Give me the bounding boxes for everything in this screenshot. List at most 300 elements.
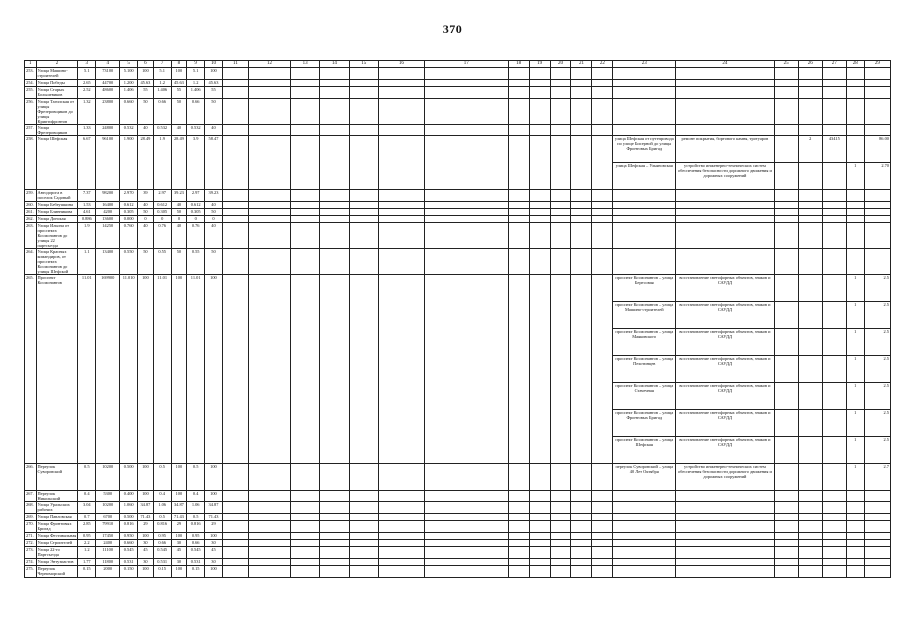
empty-cell xyxy=(249,540,291,547)
value-cell-c9: 0.4 xyxy=(187,491,205,502)
value-cell-c10: 45 xyxy=(205,547,223,559)
empty-cell xyxy=(550,216,571,223)
value-cell-c3: 3.04 xyxy=(78,502,96,514)
empty-cell xyxy=(508,202,529,209)
value-cell-c8: 45.63 xyxy=(171,80,187,87)
value-cell-c3: 1.9 xyxy=(78,223,96,249)
empty-cell xyxy=(320,249,349,275)
value-cell-c10: 100 xyxy=(205,491,223,502)
row-number: 262. xyxy=(25,216,37,223)
empty-cell xyxy=(529,80,550,87)
table-row xyxy=(25,502,891,514)
empty-cell xyxy=(378,547,424,559)
empty-cell xyxy=(222,540,248,547)
work-cell-c26 xyxy=(798,356,822,383)
empty-cell xyxy=(822,491,846,502)
empty-cell xyxy=(774,249,798,275)
value-cell-c4: 11100 xyxy=(96,547,120,559)
empty-cell xyxy=(320,521,349,533)
work-cell-c23: улица Шефская от путепровода по улице Бисерной до улицы Фронтовых Бригад xyxy=(613,136,676,163)
value-cell-c4: 96100 xyxy=(96,136,120,190)
value-cell-c8: 40 xyxy=(171,202,187,209)
empty-cell xyxy=(508,136,529,190)
empty-cell xyxy=(249,216,291,223)
empty-cell xyxy=(424,136,508,190)
empty-cell xyxy=(571,249,592,275)
empty-cell xyxy=(571,540,592,547)
empty-cell xyxy=(798,491,822,502)
empty-cell xyxy=(424,547,508,559)
empty-cell xyxy=(613,559,676,566)
value-cell-c5: 0.000 xyxy=(120,216,138,223)
empty-cell xyxy=(592,87,613,99)
work-cell-c25 xyxy=(774,302,798,329)
table-row xyxy=(25,491,891,502)
empty-cell xyxy=(571,190,592,202)
work-cell-c27 xyxy=(822,437,846,464)
empty-cell xyxy=(320,216,349,223)
value-cell-c9: 11.01 xyxy=(187,275,205,464)
value-cell-c10: 40 xyxy=(205,202,223,209)
empty-cell xyxy=(613,514,676,521)
row-number: 256. xyxy=(25,99,37,125)
work-cell-c24: устройство инженерно-технических систем обеспечения безопасности дорожного движения и дорожных сооружений xyxy=(676,464,774,491)
value-cell-c9: 0.545 xyxy=(187,547,205,559)
empty-cell xyxy=(846,514,864,521)
work-cell-c28: 1 xyxy=(846,329,864,356)
empty-cell xyxy=(613,80,676,87)
empty-cell xyxy=(822,540,846,547)
empty-cell xyxy=(822,209,846,216)
column-number-header: 29 xyxy=(864,61,890,68)
empty-cell xyxy=(378,223,424,249)
value-cell-c3: 1.33 xyxy=(78,125,96,136)
row-number: 266. xyxy=(25,464,37,491)
empty-cell xyxy=(774,491,798,502)
empty-cell xyxy=(529,464,550,491)
value-cell-c7: 0.816 xyxy=(153,521,171,533)
empty-cell xyxy=(550,190,571,202)
empty-cell xyxy=(822,80,846,87)
value-cell-c8: 30 xyxy=(171,559,187,566)
value-cell-c9: 0.76 xyxy=(187,223,205,249)
empty-cell xyxy=(424,566,508,578)
empty-cell xyxy=(290,209,319,216)
empty-cell xyxy=(508,68,529,80)
value-cell-c8: 29 xyxy=(171,521,187,533)
value-cell-c10: 100 xyxy=(205,68,223,80)
work-cell-c24: восстановление светофорных объектов, знаков и САУДД xyxy=(676,302,774,329)
value-cell-c6: 100 xyxy=(138,464,154,491)
work-cell-c24: устройство инженерно-технических систем обеспечения безопасности дорожного движения и дорожных сооружений xyxy=(676,163,774,190)
empty-cell xyxy=(798,216,822,223)
value-cell-c10: 50 xyxy=(205,209,223,216)
road-name: Улица Павловская xyxy=(36,514,78,521)
value-cell-c4: 16400 xyxy=(96,202,120,209)
value-cell-c10: 50 xyxy=(205,99,223,125)
value-cell-c5: 0.400 xyxy=(120,491,138,502)
value-cell-c10: 100 xyxy=(205,566,223,578)
empty-cell xyxy=(222,190,248,202)
table-row xyxy=(25,223,891,249)
empty-cell xyxy=(290,68,319,80)
work-cell-c24: восстановление светофорных объектов, знаков и САУДД xyxy=(676,437,774,464)
empty-cell xyxy=(290,514,319,521)
work-cell-c26 xyxy=(798,275,822,302)
empty-cell xyxy=(222,491,248,502)
empty-cell xyxy=(378,521,424,533)
empty-cell xyxy=(349,559,378,566)
empty-cell xyxy=(222,514,248,521)
column-number-header: 24 xyxy=(676,61,774,68)
empty-cell xyxy=(676,514,774,521)
value-cell-c10: 100 xyxy=(205,464,223,491)
value-cell-c8: 50 xyxy=(171,249,187,275)
empty-cell xyxy=(550,540,571,547)
column-number-header: 23 xyxy=(613,61,676,68)
empty-cell xyxy=(571,80,592,87)
value-cell-c7: 0.5 xyxy=(153,464,171,491)
empty-cell xyxy=(290,223,319,249)
road-name: Улица Фестивальная xyxy=(37,533,77,538)
empty-cell xyxy=(349,533,378,540)
value-cell-c5: 0.305 xyxy=(120,209,138,216)
value-cell-c8: 100 xyxy=(171,68,187,80)
column-number-header: 2 xyxy=(36,61,78,68)
empty-cell xyxy=(529,223,550,249)
value-cell-c9: 0.66 xyxy=(187,99,205,125)
value-cell-c5: 0.531 xyxy=(120,559,138,566)
empty-cell xyxy=(349,136,378,190)
column-number-header: 19 xyxy=(529,61,550,68)
work-cell-c28: 1 xyxy=(846,383,864,410)
empty-cell xyxy=(676,540,774,547)
value-cell-c6: 45 xyxy=(138,547,154,559)
empty-cell xyxy=(592,533,613,540)
work-cell-c26 xyxy=(798,437,822,464)
work-cell-c28: 1 xyxy=(846,410,864,437)
empty-cell xyxy=(378,249,424,275)
empty-cell xyxy=(864,216,890,223)
empty-cell xyxy=(424,68,508,80)
table-row xyxy=(25,136,891,163)
empty-cell xyxy=(349,249,378,275)
empty-cell xyxy=(822,533,846,540)
empty-cell xyxy=(529,99,550,125)
value-cell-c3: 0.4 xyxy=(78,491,96,502)
empty-cell xyxy=(320,223,349,249)
empty-cell xyxy=(249,566,291,578)
empty-cell xyxy=(798,190,822,202)
empty-cell xyxy=(378,491,424,502)
value-cell-c5: 0.500 xyxy=(120,464,138,491)
empty-cell xyxy=(222,87,248,99)
empty-cell xyxy=(822,502,846,514)
empty-cell xyxy=(864,68,890,80)
value-cell-c3: 2.52 xyxy=(78,87,96,99)
value-cell-c7: 0.531 xyxy=(153,559,171,566)
empty-cell xyxy=(774,125,798,136)
empty-cell xyxy=(424,533,508,540)
column-number-header: 5 xyxy=(120,61,138,68)
empty-cell xyxy=(508,216,529,223)
empty-cell xyxy=(592,521,613,533)
empty-cell xyxy=(592,99,613,125)
empty-cell xyxy=(571,209,592,216)
work-cell-c28: 1 xyxy=(846,163,864,190)
value-cell-c4: 98200 xyxy=(96,190,120,202)
table-row xyxy=(25,540,891,547)
empty-cell xyxy=(846,216,864,223)
road-name: Переулок Никольский xyxy=(36,491,78,502)
empty-cell xyxy=(508,566,529,578)
work-cell-c23: улица Шефская – Ульяновская xyxy=(613,163,676,190)
value-cell-c5: 0.500 xyxy=(120,514,138,521)
value-cell-c8: 100 xyxy=(171,566,187,578)
empty-cell xyxy=(846,547,864,559)
value-cell-c4: 14250 xyxy=(96,223,120,249)
work-cell-c25 xyxy=(774,464,798,491)
empty-cell xyxy=(424,125,508,136)
column-number-header: 11 xyxy=(222,61,248,68)
empty-cell xyxy=(508,223,529,249)
empty-cell xyxy=(529,540,550,547)
work-cell-c25 xyxy=(774,356,798,383)
value-cell-c7: 0 xyxy=(153,216,171,223)
empty-cell xyxy=(822,559,846,566)
value-cell-c9: 3.9 xyxy=(187,136,205,190)
empty-cell xyxy=(864,87,890,99)
value-cell-c5: 0.950 xyxy=(120,533,138,540)
work-cell-c26 xyxy=(798,410,822,437)
empty-cell xyxy=(550,99,571,125)
empty-cell xyxy=(846,566,864,578)
value-cell-c3: 0.5 xyxy=(78,464,96,491)
empty-cell xyxy=(508,540,529,547)
empty-cell xyxy=(249,99,291,125)
table-row xyxy=(25,216,891,223)
empty-cell xyxy=(349,80,378,87)
row-number: 270. xyxy=(25,521,37,533)
empty-cell xyxy=(676,99,774,125)
empty-cell xyxy=(592,136,613,190)
row-number: 260. xyxy=(25,202,37,209)
empty-cell xyxy=(864,80,890,87)
empty-cell xyxy=(613,209,676,216)
value-cell-c10: 55 xyxy=(205,87,223,99)
empty-cell xyxy=(320,136,349,190)
work-cell-c28: 1 xyxy=(846,356,864,383)
empty-cell xyxy=(529,125,550,136)
value-cell-c9: 5.1 xyxy=(187,68,205,80)
value-cell-c8: 100 xyxy=(171,491,187,502)
work-cell-c26 xyxy=(798,383,822,410)
empty-cell xyxy=(378,87,424,99)
empty-cell xyxy=(529,491,550,502)
empty-cell xyxy=(290,491,319,502)
empty-cell xyxy=(592,491,613,502)
empty-cell xyxy=(676,533,774,540)
empty-cell xyxy=(249,491,291,502)
road-name: Улица Победы xyxy=(36,80,78,87)
empty-cell xyxy=(320,533,349,540)
empty-cell xyxy=(613,502,676,514)
value-cell-c5: 0.760 xyxy=(120,223,138,249)
row-number: 264. xyxy=(25,249,37,275)
value-cell-c4: 5300 xyxy=(96,491,120,502)
empty-cell xyxy=(822,521,846,533)
work-cell-c27 xyxy=(822,410,846,437)
value-cell-c10: 40 xyxy=(205,223,223,249)
empty-cell xyxy=(798,514,822,521)
empty-cell xyxy=(592,216,613,223)
empty-cell xyxy=(676,249,774,275)
empty-cell xyxy=(349,190,378,202)
empty-cell xyxy=(222,80,248,87)
empty-cell xyxy=(529,216,550,223)
empty-cell xyxy=(592,223,613,249)
empty-cell xyxy=(798,559,822,566)
empty-cell xyxy=(529,533,550,540)
value-cell-c5: 0.545 xyxy=(120,547,138,559)
column-number-header: 9 xyxy=(187,61,205,68)
column-number-header: 15 xyxy=(349,61,378,68)
empty-cell xyxy=(613,68,676,80)
empty-cell xyxy=(320,209,349,216)
road-name: Улица Фронтовых Бригад xyxy=(36,521,78,533)
empty-cell xyxy=(676,68,774,80)
empty-cell xyxy=(529,249,550,275)
table-row xyxy=(25,533,891,540)
value-cell-c3: 1.2 xyxy=(78,547,96,559)
empty-cell xyxy=(798,209,822,216)
empty-cell xyxy=(249,502,291,514)
empty-cell xyxy=(222,125,248,136)
empty-cell xyxy=(864,491,890,502)
empty-cell xyxy=(378,566,424,578)
value-cell-c10: 30 xyxy=(205,559,223,566)
value-cell-c6: 100 xyxy=(138,533,154,540)
empty-cell xyxy=(846,559,864,566)
empty-cell xyxy=(550,202,571,209)
row-number: 268. xyxy=(25,502,37,514)
empty-cell xyxy=(550,491,571,502)
work-cell-c25 xyxy=(774,163,798,190)
empty-cell xyxy=(676,547,774,559)
empty-cell xyxy=(676,125,774,136)
work-cell-c25 xyxy=(774,136,798,163)
empty-cell xyxy=(222,275,248,464)
value-cell-c4: 10200 xyxy=(96,502,120,514)
value-cell-c6: 50 xyxy=(138,99,154,125)
empty-cell xyxy=(550,125,571,136)
empty-cell xyxy=(774,223,798,249)
value-cell-c4: 17450 xyxy=(96,533,120,540)
empty-cell xyxy=(424,190,508,202)
empty-cell xyxy=(349,216,378,223)
empty-cell xyxy=(774,190,798,202)
road-name: Улица Ильича от проспекта Космонавтов до улицы 22 партсъезда xyxy=(36,223,78,249)
value-cell-c3: 1.32 xyxy=(78,99,96,125)
empty-cell xyxy=(798,566,822,578)
empty-cell xyxy=(508,99,529,125)
empty-cell xyxy=(822,125,846,136)
empty-cell xyxy=(613,190,676,202)
value-cell-c6: 30 xyxy=(138,540,154,547)
work-cell-c29: 2.5 xyxy=(864,410,890,437)
road-name: Переулок Суворовский xyxy=(36,464,78,491)
value-cell-c9: 0.531 xyxy=(187,559,205,566)
empty-cell xyxy=(550,223,571,249)
empty-cell xyxy=(349,491,378,502)
table-row xyxy=(25,87,891,99)
value-cell-c3: 4.61 xyxy=(78,209,96,216)
empty-cell xyxy=(613,216,676,223)
empty-cell xyxy=(320,87,349,99)
value-cell-c8: 40 xyxy=(171,223,187,249)
empty-cell xyxy=(249,275,291,464)
work-cell-c28: 1 xyxy=(846,275,864,302)
empty-cell xyxy=(774,533,798,540)
column-number-header: 14 xyxy=(320,61,349,68)
road-register-table xyxy=(24,60,891,578)
empty-cell xyxy=(508,190,529,202)
work-cell-c27 xyxy=(822,163,846,190)
work-cell-c27 xyxy=(822,356,846,383)
value-cell-c7: 11.01 xyxy=(153,275,171,464)
empty-cell xyxy=(798,99,822,125)
empty-cell xyxy=(290,566,319,578)
value-cell-c3: 11.01 xyxy=(78,275,96,464)
value-cell-c3: 0.15 xyxy=(78,566,96,578)
empty-cell xyxy=(798,521,822,533)
empty-cell xyxy=(550,136,571,190)
value-cell-c9: 0.816 xyxy=(187,521,205,533)
column-number-header: 7 xyxy=(153,61,171,68)
empty-cell xyxy=(822,249,846,275)
value-cell-c5: 0.660 xyxy=(120,99,138,125)
value-cell-c7: 0.55 xyxy=(153,249,171,275)
empty-cell xyxy=(571,202,592,209)
value-cell-c3: 2.85 xyxy=(78,521,96,533)
empty-cell xyxy=(349,68,378,80)
value-cell-c9: 0.532 xyxy=(187,125,205,136)
row-number: 259. xyxy=(25,190,37,202)
empty-cell xyxy=(290,80,319,87)
empty-cell xyxy=(822,566,846,578)
empty-cell xyxy=(550,68,571,80)
column-number-header: 27 xyxy=(822,61,846,68)
empty-cell xyxy=(529,209,550,216)
work-cell-c26 xyxy=(798,302,822,329)
empty-cell xyxy=(846,125,864,136)
empty-cell xyxy=(529,275,550,464)
column-number-header: 28 xyxy=(846,61,864,68)
empty-cell xyxy=(290,249,319,275)
empty-cell xyxy=(508,125,529,136)
empty-cell xyxy=(592,502,613,514)
empty-cell xyxy=(864,514,890,521)
value-cell-c7: 0.612 xyxy=(153,202,171,209)
table-row xyxy=(25,464,891,491)
value-cell-c7: 1.06 xyxy=(153,502,171,514)
empty-cell xyxy=(320,99,349,125)
value-cell-c9: 0.15 xyxy=(187,566,205,578)
column-number-header: 20 xyxy=(550,61,571,68)
work-cell-c23: проспект Космонавтов – улица Стачечная xyxy=(613,383,676,410)
empty-cell xyxy=(508,502,529,514)
empty-cell xyxy=(222,559,248,566)
